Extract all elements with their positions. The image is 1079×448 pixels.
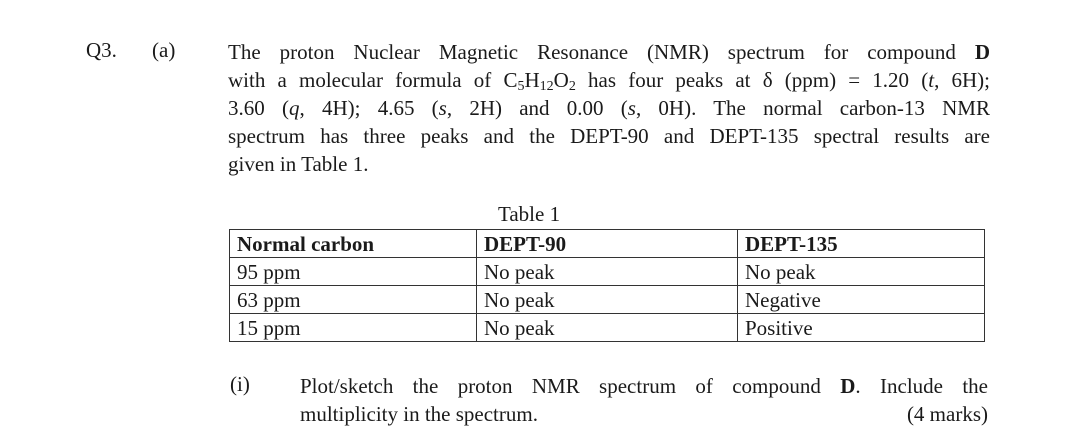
- paragraph-line-2: with a molecular formula of $C_5H_{12}O_2$ has four peaks at δ (ppm) = 1.20 (t, 6H);: [228, 68, 990, 94]
- table-header-row: [230, 230, 985, 258]
- paragraph-line-5: given in Table 1.: [228, 152, 369, 176]
- table-cell: Negative: [738, 286, 985, 314]
- table-cell: Positive: [738, 314, 985, 342]
- question-number: Q3.: [86, 38, 117, 62]
- header-normal-carbon: Normal carbon: [230, 230, 477, 258]
- table-cell: 15 ppm: [230, 314, 477, 342]
- question-part-label: (a): [152, 38, 176, 62]
- subquestion-line-2: multiplicity in the spectrum. (4 marks): [300, 402, 988, 426]
- table-cell: 95 ppm: [230, 258, 477, 286]
- compound-label: D: [974, 40, 990, 64]
- subquestion-text: [300, 372, 988, 428]
- table-cell: No peak: [477, 286, 738, 314]
- subquestion-line-1: Plot/sketch the proton NMR spectrum of compound D. Include the: [300, 374, 988, 398]
- compound-label: D: [840, 374, 856, 398]
- paragraph-line-4: spectrum has three peaks and the DEPT-90 and DEPT-135 spectral results are: [228, 124, 990, 148]
- table-cell: No peak: [738, 258, 985, 286]
- subquestion-number: (i): [230, 372, 250, 396]
- dept-results-table: [229, 229, 985, 342]
- table-cell: 63 ppm: [230, 286, 477, 314]
- paragraph-line-1: The proton Nuclear Magnetic Resonance (NMR) spectrum for compound D: [228, 40, 990, 64]
- table-cell: No peak: [477, 258, 738, 286]
- table-row: [230, 314, 985, 342]
- question-paragraph: [228, 38, 990, 178]
- header-dept-90: DEPT-90: [477, 230, 738, 258]
- table-cell: No peak: [477, 314, 738, 342]
- table-caption: Table 1: [498, 202, 561, 226]
- paragraph-line-3: 3.60 (q, 4H); 4.65 (s, 2H) and 0.00 (s, 0H). The normal carbon-13 NMR: [228, 96, 990, 120]
- table-row: [230, 286, 985, 314]
- table-row: [230, 258, 985, 286]
- marks-label: (4 marks): [906, 402, 988, 426]
- header-dept-135: DEPT-135: [738, 230, 985, 258]
